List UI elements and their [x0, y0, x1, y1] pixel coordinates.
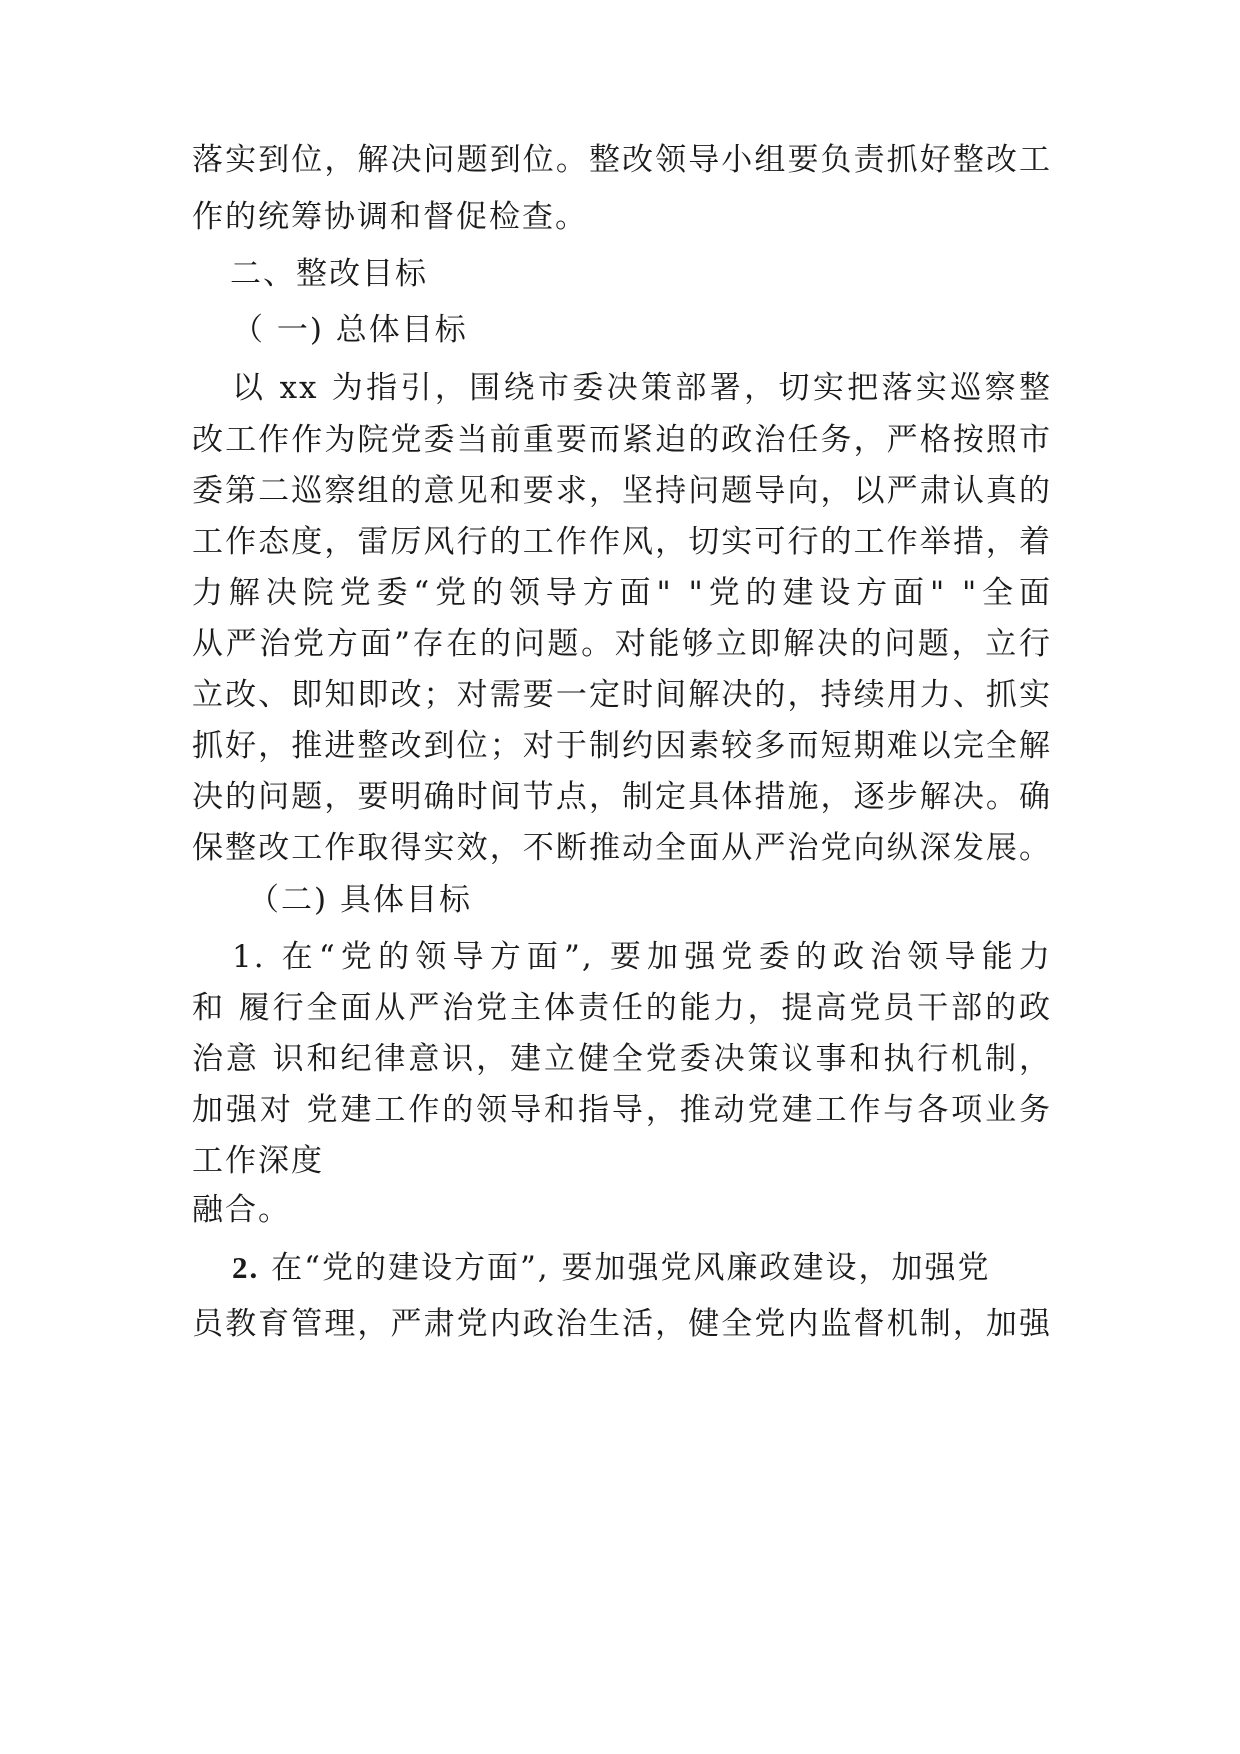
body-line: 治意 识和纪律意识，建立健全党委决策议事和执行机制， — [192, 1041, 1052, 1077]
list-item-text: 在“党的建设方面”, 要加强党风廉政建设，加强党 — [271, 1250, 991, 1286]
body-line: 力解决院党委“党的领导方面" "党的建设方面" "全面 — [192, 575, 1052, 611]
body-line: 改工作作为院党委当前重要而紧迫的政治任务，严格按照市 — [192, 422, 1052, 458]
body-line: 工作态度，雷厉风行的工作作风，切实可行的工作举措，着 — [192, 524, 1052, 560]
list-item-number: 2. — [232, 1250, 260, 1285]
body-line: 保整改工作取得实效，不断推动全面从严治党向纵深发展。 — [192, 830, 1052, 866]
subsection-heading: （ 一) 总体目标 — [232, 312, 468, 348]
body-line: 加强对 党建工作的领导和指导，推动党建工作与各项业务 — [192, 1092, 1052, 1128]
body-line: 和 履行全面从严治党主体责任的能力，提高党员干部的政 — [192, 990, 1052, 1026]
body-line: 落实到位，解决问题到位。整改领导小组要负责抓好整改工 — [192, 142, 1052, 178]
list-item-2 — [232, 1248, 1052, 1288]
body-line: 融合。 — [192, 1192, 291, 1228]
body-line: 以 xx 为指引，围绕市委决策部署，切实把落实巡察整 — [232, 370, 1052, 406]
body-line: 抓好，推进整改到位；对于制约因素较多而短期难以完全解 — [192, 728, 1052, 764]
body-line: 员教育管理，严肃党内政治生活，健全党内监督机制，加强 — [192, 1306, 1052, 1342]
body-line: 工作深度 — [192, 1143, 324, 1179]
subsection-heading: （二) 具体目标 — [248, 882, 472, 918]
body-line: 1. 在“党的领导方面”, 要加强党委的政治领导能力 — [232, 939, 1052, 975]
body-line: 立改、即知即改；对需要一定时间解决的，持续用力、抓实 — [192, 677, 1052, 713]
section-heading: 二、整改目标 — [230, 256, 428, 292]
body-line: 决的问题，要明确时间节点，制定具体措施，逐步解决。确 — [192, 779, 1052, 815]
body-line: 作的统筹协调和督促检查。 — [192, 199, 588, 235]
body-line: 委第二巡察组的意见和要求，坚持问题导向，以严肃认真的 — [192, 473, 1052, 509]
body-line: 从严治党方面”存在的问题。对能够立即解决的问题，立行 — [192, 626, 1052, 662]
